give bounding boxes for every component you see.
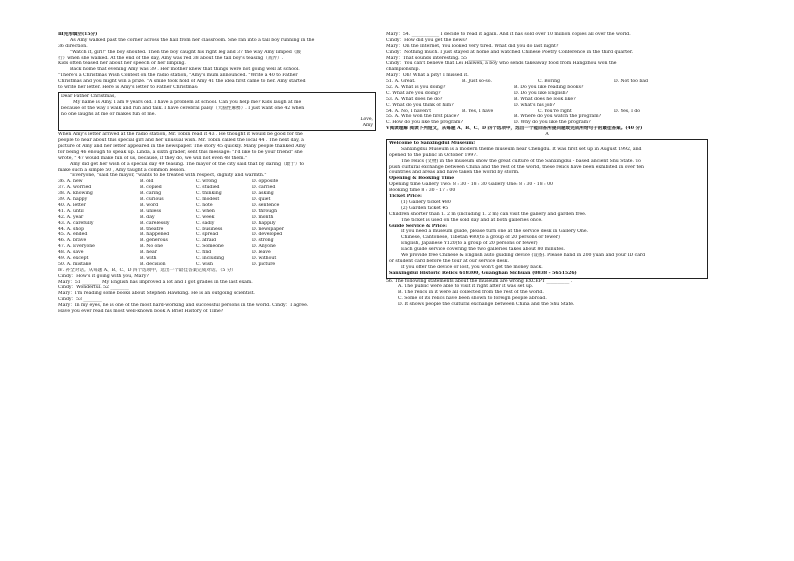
dialogue-line: Cindy：How did you get the news? [386, 37, 468, 43]
dialogue-options [386, 79, 708, 126]
option-text: 37. A. worried [58, 185, 92, 191]
option-text: C. Someone [196, 244, 224, 250]
option-text: D. month [252, 214, 274, 220]
option-text: D. asking [252, 191, 274, 197]
q56-option-c: C. Some of its relics have been shown to foreign people abroad. [398, 296, 547, 302]
option-text: 49. A. except [58, 255, 89, 261]
dialogue-line: Mary：I'm reading some books about Stephen Hawking. He is an outgoing scientist. [58, 291, 255, 297]
museum-notice-box [386, 139, 708, 278]
option-text: B. copied [140, 185, 162, 191]
letter-signature: Amy [362, 123, 373, 129]
option-text: C. What do you think of him? [386, 102, 454, 108]
option-text: D. without [252, 255, 277, 261]
option-text: B. decision [140, 261, 166, 267]
option-text: C. when [196, 208, 215, 214]
notice-line: English, Japanese Y120(to a group of 20 persons or fewer) [401, 241, 538, 247]
cloze-options [58, 179, 376, 267]
passage-line: Kids often teased her about her speech or her limping. [58, 61, 186, 67]
option-text: D. Yes, I do [614, 108, 641, 114]
passage-line: 36 direction. [58, 43, 88, 49]
q56-option-a: A. The public were able to visit it right after it was set up. [398, 284, 534, 290]
notice-footer: Sanxingdui Historic Relics 618300, Guanghan Sichuan (0838 - 5651526) [389, 270, 577, 276]
notice-hours-title: Opening & Booking Time [389, 176, 455, 182]
option-text: C. afraid [196, 238, 217, 244]
option-text: 53. A. What does he do? [386, 96, 443, 102]
option-text: C. Boring [538, 79, 560, 85]
option-text: D. newspaper [252, 226, 284, 232]
option-text: 50. A. mistake [58, 261, 92, 267]
dialogue-line: Cindy：How's it going with you, Mary? [58, 273, 149, 279]
option-text: B. No one [140, 244, 163, 250]
dialogue-line: Cindy：Nothing much. I just stayed at home and watched Chinese Poetry Conference in the third quarter. [386, 49, 634, 55]
option-text: B. theatre [140, 226, 164, 232]
passage-line: "Everyone, "said the mayor, "wants to be treated with respect, dignity and warmth." [70, 173, 267, 179]
option-text: 48. A. save [58, 250, 84, 256]
notice-line: opened to the public in October 1997. [389, 152, 478, 158]
dialogue-line: championship. [386, 67, 420, 73]
option-text [84, 262, 140, 268]
option-text: C. studied [196, 185, 220, 191]
option-text: B. What does he look like? [514, 96, 576, 102]
option-text: B. Do you like reading books? [514, 85, 584, 91]
option-text: C. wish [196, 261, 213, 267]
passage-line: for being 46 enough to speak up. Linda, a sixth grader, sent this message: "I'd like to be your friend" she [58, 149, 303, 155]
option-text: C. spread [196, 232, 219, 238]
section-title-cloze: Ⅲ完形填空(15分) [58, 32, 98, 37]
option-text: D. leave [252, 250, 271, 256]
option-text: 44. A. shop [58, 226, 85, 232]
dialogue-line: Mary：51 ________ My English has improved a lot and I got grades in the last exam. [58, 279, 253, 285]
option-text: D. picture [252, 261, 276, 267]
option-text: B. day [140, 214, 155, 220]
option-text: 41. A. until [58, 208, 84, 214]
option-text: 54. A. No, I haven't [386, 108, 432, 114]
option-text: B. word [140, 202, 159, 208]
option-text: 38. A. knowing [58, 191, 93, 197]
passage-line: "There's a Christmas Wish Contest on the radio station, "Amy's mum announced. "Write a 40 to Father [58, 73, 298, 79]
option-text: B. carelessly [140, 220, 170, 226]
dialogue-line: Mary：54. ____________ I decide to read it again. And it has sold over 10 million copies all over the world. [386, 32, 631, 37]
option-text: B. Where do you watch the program? [514, 114, 602, 120]
option-text: 55. A. Who won the first place? [386, 114, 459, 120]
question-56: 56. The following statements about the museum are wrong EXCEPT __________ . [386, 278, 573, 284]
option-text: C. How do you like the program? [386, 120, 463, 126]
notice-line: Children shorter than 1. 2 m (including 1. 2 m) can visit the gallery and garden free. [389, 211, 587, 217]
option-text: D. what's his job? [514, 102, 555, 108]
option-text: 47. A. Everyone [58, 244, 95, 250]
notice-guide-title: Guide Service & Price: [389, 223, 447, 229]
option-text: D. Not too bad [614, 79, 648, 85]
option-text: B. Yes, I have [462, 108, 494, 114]
notice-line: push cultural exchange between China and the rest of the world, these relics have been exhibited in over ten [389, 164, 645, 170]
option-text: C. You're right [538, 108, 572, 114]
option-text: 52. A. What is you doing? [386, 85, 446, 91]
letter-closing: Love, [360, 117, 373, 123]
option-text: D. carried [252, 185, 276, 191]
option-text: B. hear [140, 250, 157, 256]
passage-line: When Amy's letter arrived at the radio station, Mr. Tobin read it 43 . He thought it would be good for the [58, 132, 303, 138]
option-text: B. with [140, 255, 157, 261]
notice-line: If you offer the device or lost, you won't get the money back. [401, 264, 543, 270]
option-text: B. generous [140, 238, 168, 244]
notice-price-title: Ticket Price: [389, 194, 422, 200]
option-text: C. note [196, 202, 213, 208]
dialogue-line: Have you ever read his most well-known book A Brief History of Time? [58, 308, 224, 314]
option-text: C. modest [196, 197, 220, 203]
notice-line: (2) Garden ticket ¥5 [401, 205, 449, 211]
option-text: B. Just so-so. [462, 79, 492, 85]
passage-line: Back home that evening Amy was 39 . Her mother knew that things were not going well at school. [70, 67, 300, 73]
option-text: B. happened [140, 232, 170, 238]
option-text: 46. A. brave [58, 238, 87, 244]
q56-option-b: B. The relics in it were all collected from the rest of the world. [398, 290, 544, 296]
dialogue-line: Mary：In my eyes, he is one of the most hard-working and successful persons in the world. Cindy：I agree. [58, 303, 309, 309]
option-text: B. unless [140, 208, 162, 214]
option-text: C. thinking [196, 191, 222, 197]
option-text: C. find [196, 250, 212, 256]
passage-line: Amy did get her wish of a special day 49 teasing. The mayor of the city said that by daring（敢于）to [70, 161, 305, 167]
letter-line: Dear Father Christmas, [61, 93, 116, 99]
letter-line: because of the way I walk and run and talk. I have cerebral palsy（大脑性麻痹）. I just want one 42 when [61, 105, 305, 111]
letter-line: no one laughs at me or makes fun of me. [61, 111, 156, 117]
option-text: C. What are you doing? [386, 90, 441, 96]
notice-line: or student card before the tour at our service desk. [389, 258, 509, 264]
passage-line: wrote, " 47 would make fun of us, because, if they do, we will not even 48 them." [58, 155, 247, 161]
option-text: 42. A. year [58, 214, 84, 220]
option-text: 39. A. happy [58, 197, 88, 203]
notice-line: The relics (文物) in the museum show the great culture of the Sanxingdui - based ancient Shu State. To [401, 158, 641, 164]
passage-line: As Amy walked past the corner across the hall from her classroom. She ran into a tall boy running in the [70, 37, 315, 43]
notice-line: We provide free Chinese & English auto guiding device (设备). Please hand in 200 yuan and your ID card [401, 252, 646, 258]
notice-title: Welcome to Sanxingdui Museum! [389, 141, 476, 147]
notice-line: The ticket is used on the sold day and at both galleries once. [401, 217, 543, 223]
dialogue-line: Mary：That sounds interesting. 55 ____________ [386, 55, 496, 61]
option-text: D. happily [252, 220, 276, 226]
option-text: D. Anyone [252, 244, 276, 250]
passage-line: make such a simple 50 , Amy taught a common lesson. [58, 167, 186, 173]
letter-box [58, 92, 376, 131]
section-title-reading: Ⅴ阅读理解 阅读下列短文，从每题 A、B、C、D 四个选项中，选出一个能回答所提问题或完成所给句子的最佳答案。(40 分) [386, 126, 643, 132]
option-text: D. Do you like English? [514, 90, 568, 96]
option-text: 36. A. new [58, 179, 83, 185]
notice-line: Each guide service covering the two galleries takes about 80 minutes. [401, 247, 565, 253]
option-text: C. week [196, 214, 215, 220]
option-text: 51. A. Great. [386, 79, 416, 85]
option-text: D. sentence [252, 202, 280, 208]
dialogue-line: Mary：On the Internet, You looked very tired. What did you do last night? [386, 43, 559, 49]
notice-line: If you need a museum guide, please turn one at the service desk in Gallery One. [401, 229, 589, 235]
option-text: D. opposite [252, 179, 279, 185]
option-text: 45. A. ended [58, 232, 88, 238]
right-column [386, 32, 708, 308]
option-text: B. curious [140, 197, 164, 203]
letter-line: My name is Amy. I am 9 years old. I have a problem at school. Can you help me? Kids laugh at me [73, 99, 302, 105]
notice-line: (1) Gallery ticket ¥80 [401, 199, 451, 205]
option-text: D. quiet [252, 197, 271, 203]
passage-line: "Watch it, girl!" the boy shouted. Then the boy caught his right leg and 37 the way Amy limped（跛 [70, 49, 301, 55]
notice-line: Sanxingdui Museum is a modern theme museum near Chengdu. It was first set up in August 1992, and [401, 146, 642, 152]
option-text: D. through [252, 208, 278, 214]
passage-line: 行）when she walked. At the end of the day, Amy was red 38 about the tall boy's teasing（戏弄）. [58, 55, 284, 61]
passage-line: picture of Amy and her letter appeared in the newspaper. The story 45 quickly. Many people thanked Amy [58, 144, 306, 150]
dialogue-line: Mary：Oh! What a pity! I missed it. [386, 73, 469, 79]
option-text: B. caring [140, 191, 162, 197]
passage-line: Christmas and you might win a prize. "A smile took hold of Amy 41 the idea first came to her. Amy started [58, 79, 306, 85]
option-text: D. strong [252, 238, 274, 244]
option-text: C. business [196, 226, 223, 232]
notice-line: Opening time Gallery Two: 8 : 30 - 18 : 30 Gallery One: 8 : 30 - 18 : 00 [389, 182, 553, 188]
passage-line: to write her letter. Here is Amy's letter to Father Christmas: [58, 85, 199, 91]
section-title-dialogue: Ⅳ. 补全对话。从每题 A、B、C、D 四个选项中，选出一个最佳答案完成对话。（5 分） [58, 267, 237, 273]
option-text: D. developed [252, 232, 283, 238]
option-text: C. wrong [196, 179, 218, 185]
option-text: C. sadly [196, 220, 215, 226]
option-text: 43. A. carefully [58, 220, 94, 226]
notice-line: Chinese, Cantonese, Tibetan ¥80(to a group of 20 persons or fewer) [401, 235, 560, 241]
option-text: D. Why do you like the program? [514, 120, 591, 126]
dialogue-line: Cindy：53 ________ [58, 297, 102, 303]
option-text: B. old [140, 179, 154, 185]
option-text: C. including [196, 255, 225, 261]
q56-option-d: D. It shows people the cultural exchange between China and the Shu State. [398, 302, 575, 308]
passage-letter: A [545, 132, 549, 138]
notice-line: Booking time 8 : 30 - 17 : 00 [389, 188, 456, 194]
dialogue-line: Cindy：You can't believe that Lei Haiwen, a boy who sends takeaway food from Hangzhou won the [386, 61, 617, 67]
notice-line: countries and areas and have taken the world by storm. [389, 170, 520, 176]
option-text: 40. A. letter [58, 202, 86, 208]
dialogue-line: Cindy：Wonderful. 52 ________ [58, 285, 129, 291]
left-column [58, 32, 376, 315]
passage-line: people to hear about this special girl and her unusual wish. Mr. Tobin called the local 44 . The next day, a [58, 138, 304, 144]
